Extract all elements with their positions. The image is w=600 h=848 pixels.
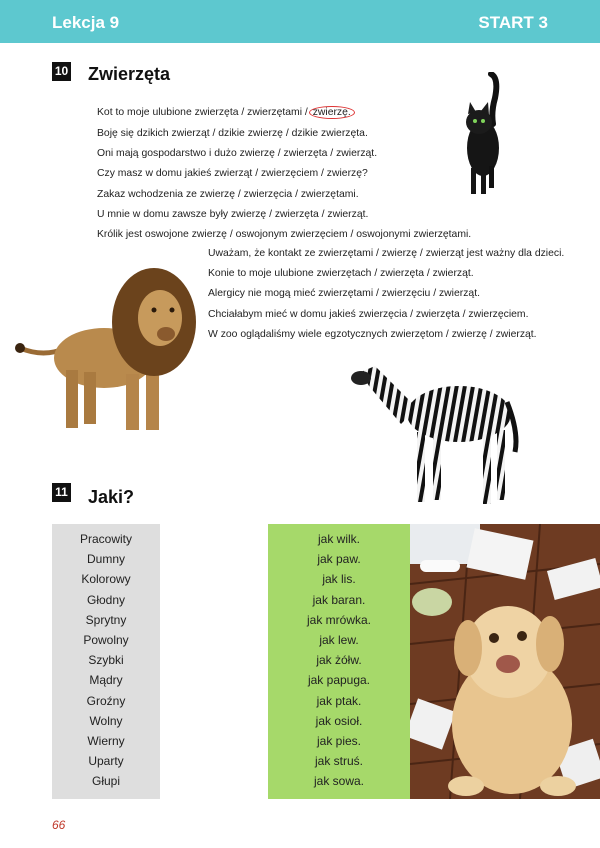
exercise-10-line-6: U mnie w domu zawsze były zwierzę / zwierzęta / zwierząt. [97, 208, 369, 220]
comparison-item: jak pies. [316, 734, 362, 748]
adjective-item: Wolny [89, 713, 123, 728]
cat-photo [455, 72, 507, 198]
adjective-item: Sprytny [85, 612, 127, 627]
exercise-11-number: 11 [52, 483, 71, 502]
exercise-10-line-1 [97, 106, 355, 119]
exercise-10-number: 10 [52, 62, 71, 81]
comparison-item: jak papuga. [307, 673, 371, 688]
comparisons-column [268, 524, 410, 799]
adjective-item: Szybki [88, 653, 124, 668]
lesson-label: Lekcja 9 [52, 13, 120, 32]
course-level-label: START 3 [478, 13, 548, 32]
adjective-item: Uparty [88, 754, 124, 769]
dog-photo [410, 524, 600, 799]
adjective-item: Mądry [89, 673, 123, 688]
adjective-item: Wierny [87, 734, 125, 748]
adjective-item: Kolorowy [81, 572, 131, 587]
adjective-item: Głupi [91, 774, 120, 789]
adjective-item: Powolny [83, 633, 129, 647]
page-number: 66 [52, 818, 66, 832]
zebra-photo [347, 352, 525, 508]
exercise-10-line-11: Chciałabym mieć w domu jakieś zwierzęcia / zwierzęta / zwierzęciem. [208, 308, 529, 320]
adjective-item: Dumny [86, 552, 125, 567]
comparison-item: jak lis. [322, 572, 356, 587]
comparison-item: jak wilk. [317, 532, 360, 546]
exercise-10-line-4: Czy masz w domu jakieś zwierząt / zwierzęciem / zwierzę? [97, 168, 368, 180]
exercise-11-title: Jaki? [88, 487, 135, 507]
adjectives-column [52, 524, 160, 799]
exercise-10-line-5: Zakaz wchodzenia ze zwierzę / zwierzęcia / zwierzętami. [97, 188, 359, 200]
comparison-item: jak osioł. [315, 713, 363, 728]
comparison-item: jak baran. [312, 592, 366, 607]
exercise-10-line-2: Boję się dzikich zwierząt / dzikie zwierzę / dzikie zwierzęta. [97, 128, 368, 139]
comparison-item: jak lew. [319, 633, 359, 647]
exercise-10-line-9: Konie to moje ulubione zwierzętach / zwierzęta / zwierząt. [208, 268, 474, 280]
exercise-10-line-7: Królik jest oswojone zwierzę / oswojonym zwierzęciem / oswojonymi zwierzętami. [97, 229, 472, 240]
comparison-item: jak struś. [314, 754, 363, 769]
exercise-10-line-10: Alergicy nie mogą mieć zwierzętami / zwierzęciu / zwierząt. [208, 288, 480, 300]
exercise-10-title: Zwierzęta [88, 64, 171, 84]
comparison-item: jak paw. [317, 552, 361, 567]
adjective-item: Głodny [86, 592, 126, 607]
exercise-10-line-3: Oni mają gospodarstwo i dużo zwierzę / zwierzęta / zwierząt. [97, 148, 378, 160]
comparison-item: jak ptak. [316, 693, 362, 708]
exercise-10-line-12: W zoo oglądaliśmy wiele egzotycznych zwierzętom / zwierzę / zwierząt. [208, 328, 537, 340]
page-header [0, 0, 600, 43]
comparison-item: jak mrówka. [306, 612, 371, 627]
adjective-item: Groźny [86, 693, 126, 708]
line-1-text: Kot to moje ulubione zwierzęta / zwierzętami / [97, 107, 308, 118]
exercise-10-line-8: Uważam, że kontakt ze zwierzętami / zwierzę / zwierząt jest ważny dla dzieci. [208, 248, 565, 259]
comparison-item: jak żółw. [316, 653, 362, 668]
circled-answer: zwierzę. [309, 106, 355, 119]
adjective-item: Pracowity [79, 532, 132, 546]
lion-photo [14, 262, 199, 440]
comparison-item: jak sowa. [313, 774, 365, 789]
